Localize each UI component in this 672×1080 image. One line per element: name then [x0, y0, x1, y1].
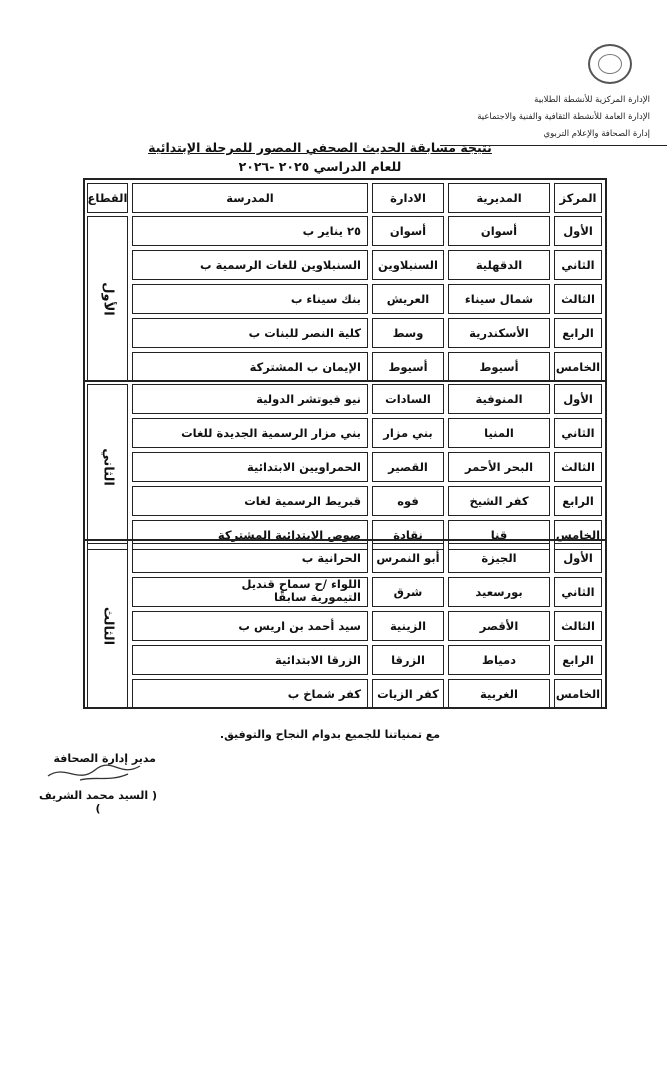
header-directorate: المديرية — [448, 183, 550, 213]
school-cell: الإيمان ب المشتركة — [132, 352, 368, 382]
rank-cell: الثاني — [554, 418, 602, 448]
directorate-cell: بورسعيد — [448, 577, 550, 607]
rank-cell: الثالث — [554, 611, 602, 641]
sector-label: الثاني — [100, 448, 115, 486]
directorate-cell: المنيا — [448, 418, 550, 448]
title-line-2: للعام الدراسي ٢٠٢٥ -٢٠٢٦ — [238, 159, 402, 174]
header-school: المدرسة — [132, 183, 368, 213]
administration-cell: فوه — [372, 486, 444, 516]
sector-divider — [85, 539, 605, 541]
school-cell — [132, 577, 368, 607]
administration-cell: السادات — [372, 384, 444, 414]
administration-cell: وسط — [372, 318, 444, 348]
administration-cell: السنبلاوين — [372, 250, 444, 280]
school-cell: بني مزار الرسمية الجديدة للغات — [132, 418, 368, 448]
directorate-cell: الجيزة — [448, 543, 550, 573]
closing-message: مع تمنياتنا للجميع بدوام النجاح والتوفيق. — [219, 728, 441, 741]
directorate-cell: شمال سيناء — [448, 284, 550, 314]
sector-label: الأول — [100, 282, 115, 316]
directorate-cell: الأسكندرية — [448, 318, 550, 348]
sector-box — [87, 543, 128, 709]
rank-cell: الأول — [554, 384, 602, 414]
school-name-line-2: التيمورية سابقًا — [273, 590, 361, 604]
rank-cell: الثالث — [554, 452, 602, 482]
school-cell: الحرانية ب — [132, 543, 368, 573]
rank-cell: الرابع — [554, 645, 602, 675]
sector-box — [87, 216, 128, 382]
directorate-cell: قنا — [448, 520, 550, 550]
rank-cell: الرابع — [554, 486, 602, 516]
administration-cell: أسوان — [372, 216, 444, 246]
title-line-1: نتيجة مسابقة الحديث الصحفي المصور للمرحلة الإبتدائية — [148, 140, 492, 155]
header-sector: القطاع — [87, 183, 128, 213]
school-cell: الحمراويين الابتدائية — [132, 452, 368, 482]
directorate-cell: الأقصر — [448, 611, 550, 641]
directorate-cell: دمياط — [448, 645, 550, 675]
rank-cell: الثالث — [554, 284, 602, 314]
ministry-seal — [588, 44, 632, 84]
administration-cell: الزرقا — [372, 645, 444, 675]
administration-cell: كفر الزيات — [372, 679, 444, 709]
school-cell: نيو فيوتشر الدولية — [132, 384, 368, 414]
school-cell: قبريط الرسمية لغات — [132, 486, 368, 516]
directorate-cell: أسوان — [448, 216, 550, 246]
document-title — [140, 138, 500, 176]
school-cell: كفر شماخ ب — [132, 679, 368, 709]
signatory-name: ( السيد محمد الشريف ) — [38, 789, 158, 815]
school-cell: بنك سيناء ب — [132, 284, 368, 314]
letterhead-line-1: الإدارة المركزية للأنشطة الطلابية — [534, 95, 650, 105]
rank-cell: الأول — [554, 216, 602, 246]
directorate-cell: المنوفية — [448, 384, 550, 414]
directorate-cell: البحر الأحمر — [448, 452, 550, 482]
directorate-cell: أسيوط — [448, 352, 550, 382]
sector-label: الثالث — [100, 606, 115, 646]
rank-cell: الرابع — [554, 318, 602, 348]
directorate-cell: كفر الشيخ — [448, 486, 550, 516]
rank-cell: الثاني — [554, 577, 602, 607]
rank-cell: الخامس — [554, 352, 602, 382]
school-name-line-1: اللواء /ح سماح قنديل — [241, 577, 361, 591]
administration-cell: الزينية — [372, 611, 444, 641]
school-cell: السنبلاوين للغات الرسمية ب — [132, 250, 368, 280]
sector-box — [87, 384, 128, 550]
administration-cell: العريش — [372, 284, 444, 314]
administration-cell: شرق — [372, 577, 444, 607]
signatory-title: مدير إدارة الصحافة — [53, 752, 156, 765]
school-cell: سيد أحمد بن اريس ب — [132, 611, 368, 641]
header-center: المركز — [554, 183, 602, 213]
letterhead-line-2: الإدارة العامة للأنشطة الثقافية والفنية والاجتماعية — [477, 112, 650, 122]
header-administration: الادارة — [372, 183, 444, 213]
school-cell: صوص الابتدائية المشتركة — [132, 520, 368, 550]
administration-cell: أسيوط — [372, 352, 444, 382]
results-table — [83, 178, 607, 709]
administration-cell: نقادة — [372, 520, 444, 550]
letterhead-line-3: إدارة الصحافة والإعلام التربوي — [543, 129, 650, 139]
directorate-cell: الغربية — [448, 679, 550, 709]
administration-cell: أبو النمرس — [372, 543, 444, 573]
directorate-cell: الدقهلية — [448, 250, 550, 280]
school-cell: الزرقا الابتدائية — [132, 645, 368, 675]
administration-cell: القصير — [372, 452, 444, 482]
sector-divider — [85, 380, 605, 382]
school-cell: كلية النصر للبنات ب — [132, 318, 368, 348]
rank-cell: الثاني — [554, 250, 602, 280]
administration-cell: بني مزار — [372, 418, 444, 448]
rank-cell: الأول — [554, 543, 602, 573]
rank-cell: الخامس — [554, 679, 602, 709]
rank-cell: الخامس — [554, 520, 602, 550]
school-cell: ٢٥ يناير ب — [132, 216, 368, 246]
